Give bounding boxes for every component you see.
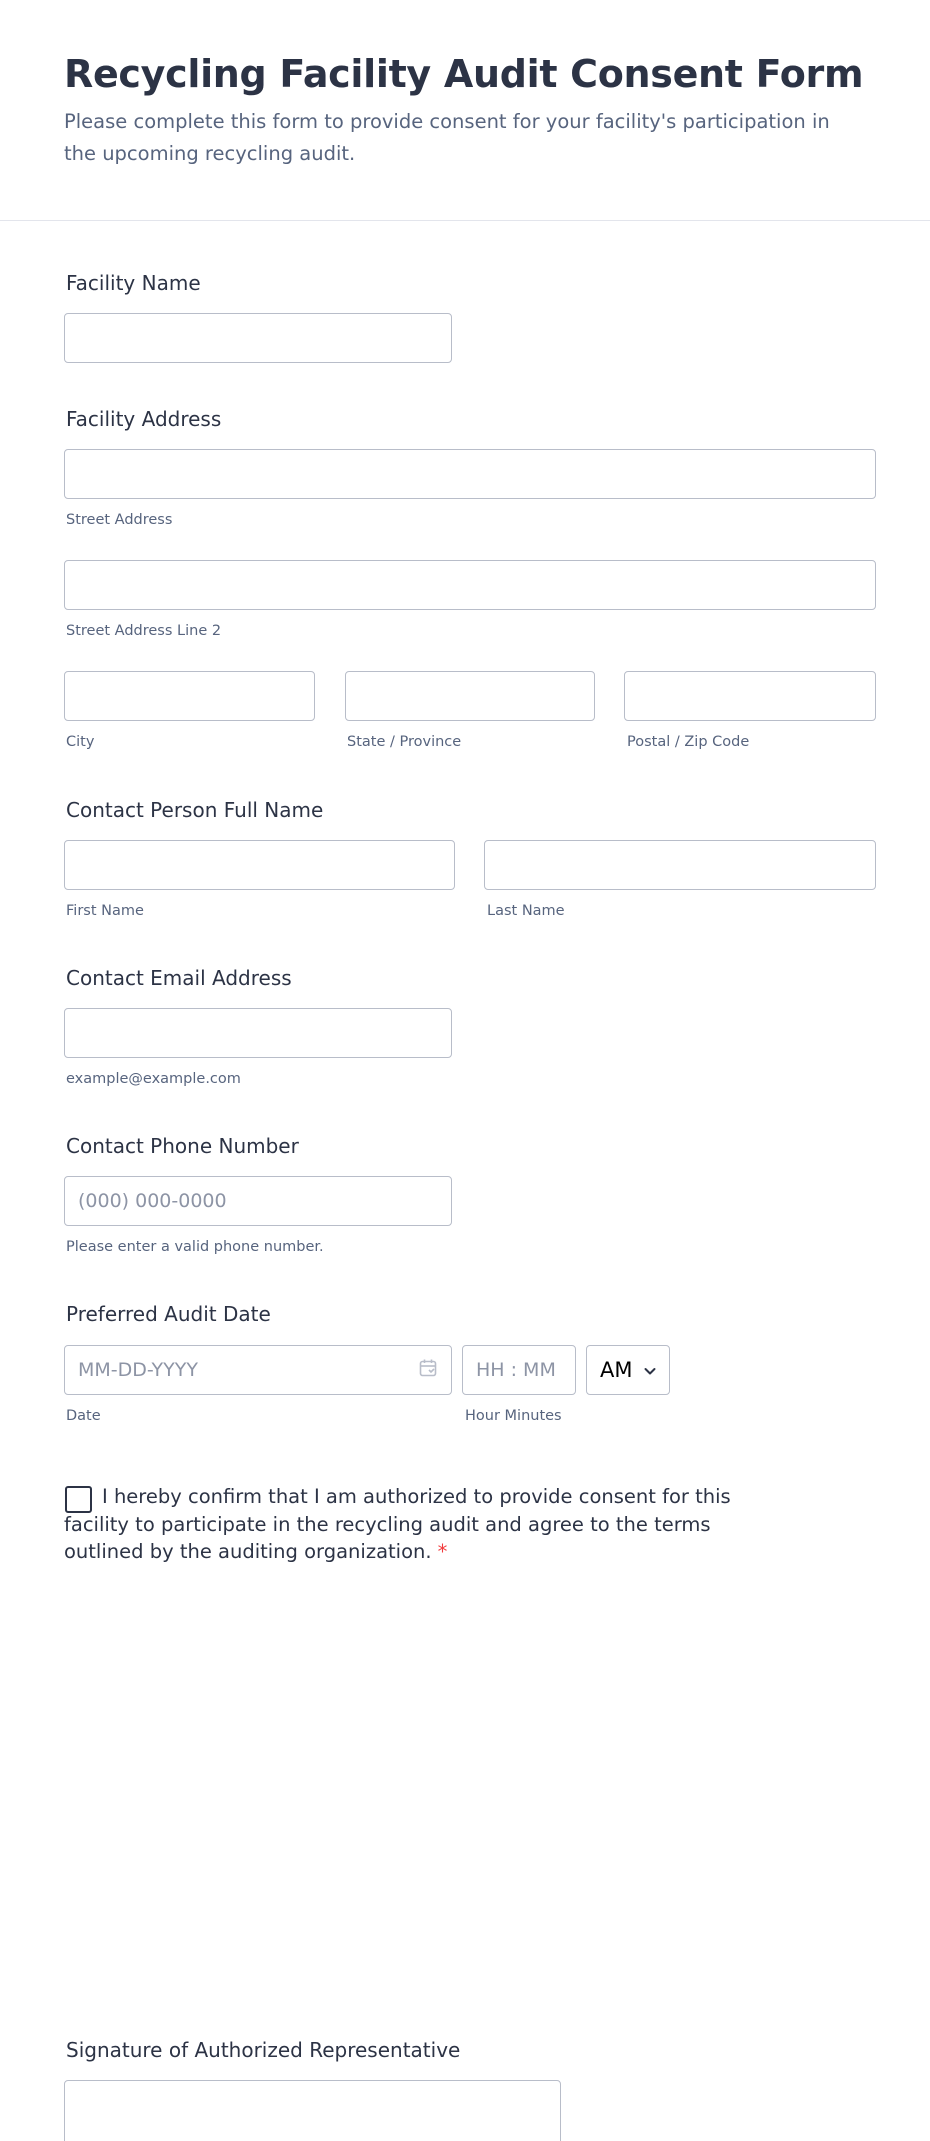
facility-address-label: Facility Address [66, 407, 222, 431]
email-field[interactable] [64, 1008, 452, 1058]
state-province-input[interactable] [345, 671, 595, 721]
street-address-sublabel: Street Address [66, 512, 173, 528]
ampm-selected-value: AM [600, 1358, 633, 1382]
street-address-line2-input[interactable] [64, 560, 876, 610]
required-marker: * [437, 1540, 448, 1563]
time-sublabel: Hour Minutes [465, 1408, 562, 1424]
email-hint: example@example.com [66, 1071, 241, 1087]
facility-name-label: Facility Name [66, 271, 201, 295]
contact-email-label: Contact Email Address [66, 966, 292, 990]
form-header [0, 0, 930, 221]
city-input[interactable] [64, 671, 315, 721]
phone-hint: Please enter a valid phone number. [66, 1239, 324, 1255]
contact-phone-label: Contact Phone Number [66, 1134, 299, 1158]
page-subtitle: Please complete this form to provide consent for your facility's participation in the upcoming recycling audit. [64, 110, 830, 165]
page-title: Recycling Facility Audit Consent Form [64, 52, 864, 96]
signature-label: Signature of Authorized Representative [66, 2038, 461, 2062]
consent-text: I hereby confirm that I am authorized to provide consent for this facility to participate in the recycling audit and agree to the terms outlined by the auditing organization. [64, 1485, 731, 1563]
first-name-input[interactable] [64, 840, 455, 890]
audit-date-label: Preferred Audit Date [66, 1302, 271, 1326]
phone-input[interactable] [64, 1176, 452, 1226]
last-name-input[interactable] [484, 840, 876, 890]
first-name-sublabel: First Name [66, 903, 144, 919]
street-address-line2-sublabel: Street Address Line 2 [66, 623, 222, 639]
calendar-icon[interactable] [418, 1358, 438, 1378]
ampm-select[interactable] [586, 1345, 670, 1395]
street-address-input[interactable] [64, 449, 876, 499]
facility-name-input[interactable] [64, 313, 452, 363]
time-input[interactable] [462, 1345, 576, 1395]
contact-name-label: Contact Person Full Name [66, 798, 324, 822]
postal-zip-sublabel: Postal / Zip Code [627, 734, 750, 750]
postal-zip-input[interactable] [624, 671, 876, 721]
state-province-sublabel: State / Province [347, 734, 462, 750]
consent-statement [64, 1483, 784, 1566]
date-input[interactable] [64, 1345, 452, 1395]
date-sublabel: Date [66, 1408, 101, 1424]
signature-pad[interactable] [64, 2080, 561, 2141]
last-name-sublabel: Last Name [487, 903, 565, 919]
chevron-down-icon [642, 1363, 658, 1379]
city-sublabel: City [66, 734, 95, 750]
